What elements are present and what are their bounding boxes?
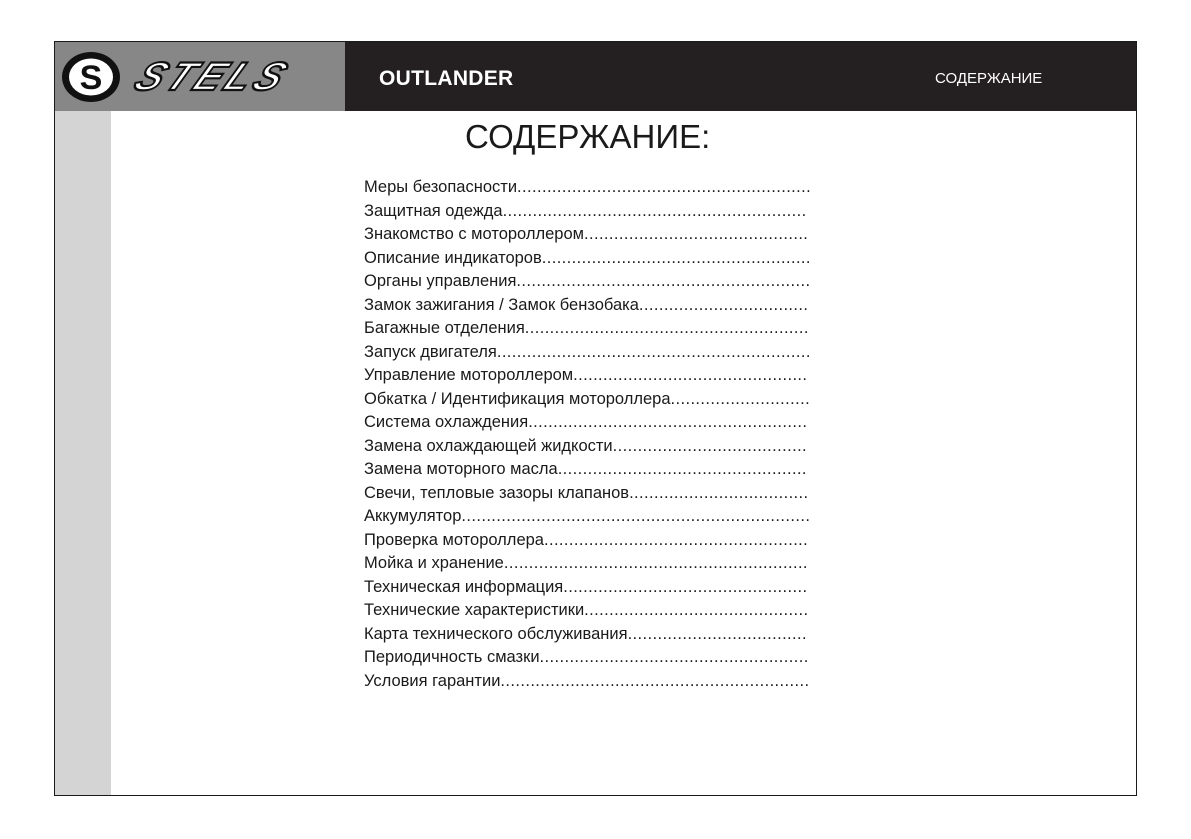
side-strip (55, 111, 111, 796)
toc-item: Система охлаждения........................................................ (364, 413, 808, 431)
toc-item: Технические характеристики............................................. (364, 601, 809, 619)
logo-wordmark: STELS (126, 54, 299, 100)
toc-item: Периодичность смазки...................................................... (364, 648, 809, 666)
toc-item: Замена моторного масла.................................................. (364, 460, 807, 478)
toc-item: Меры безопасности........................................................... (364, 178, 812, 196)
toc-item: Мойка и хранение............................................................. (364, 554, 808, 572)
toc-item: Органы управления........................................................... (364, 272, 811, 290)
toc-item: Замена охлаждающей жидкости....................................... (364, 436, 808, 455)
toc-list (364, 176, 824, 693)
toc-item: Знакомство с мотороллером............................................. (364, 225, 809, 243)
toc-item: Запуск двигателя............................................................... (364, 342, 811, 361)
toc-item: Техническая информация................................................. (364, 577, 808, 596)
manual-page (54, 41, 1137, 796)
brand-logo-area (55, 42, 345, 111)
toc-item: Замок зажигания / Замок бензобака.................................. (364, 295, 809, 314)
toc-item: Свечи, тепловые зазоры клапанов.................................... (364, 483, 809, 502)
model-name: OUTLANDER (379, 67, 514, 90)
toc-item: Описание индикаторов...................................................... (364, 248, 811, 267)
toc-item: Аккумулятор...................................................................... (364, 507, 811, 525)
toc-title: СОДЕРЖАНИЕ: (465, 118, 711, 155)
header-band (55, 42, 1136, 111)
section-name: СОДЕРЖАНИЕ (935, 70, 1043, 87)
logo-badge-letter: S (79, 59, 103, 97)
toc-item: Проверка мотороллера..................................................... (364, 530, 809, 549)
toc-item: Управление мотороллером............................................... (364, 366, 808, 384)
toc-item: Защитная одежда............................................................. (364, 201, 807, 220)
toc-item: Условия гарантии.............................................................. (364, 671, 810, 690)
stels-logo (61, 49, 341, 105)
toc-item: Карта технического обслуживания.................................... (364, 624, 807, 643)
toc-item: Обкатка / Идентификация мотороллера............................ (364, 389, 811, 408)
toc-item: Багажные отделения......................................................... (364, 319, 809, 337)
